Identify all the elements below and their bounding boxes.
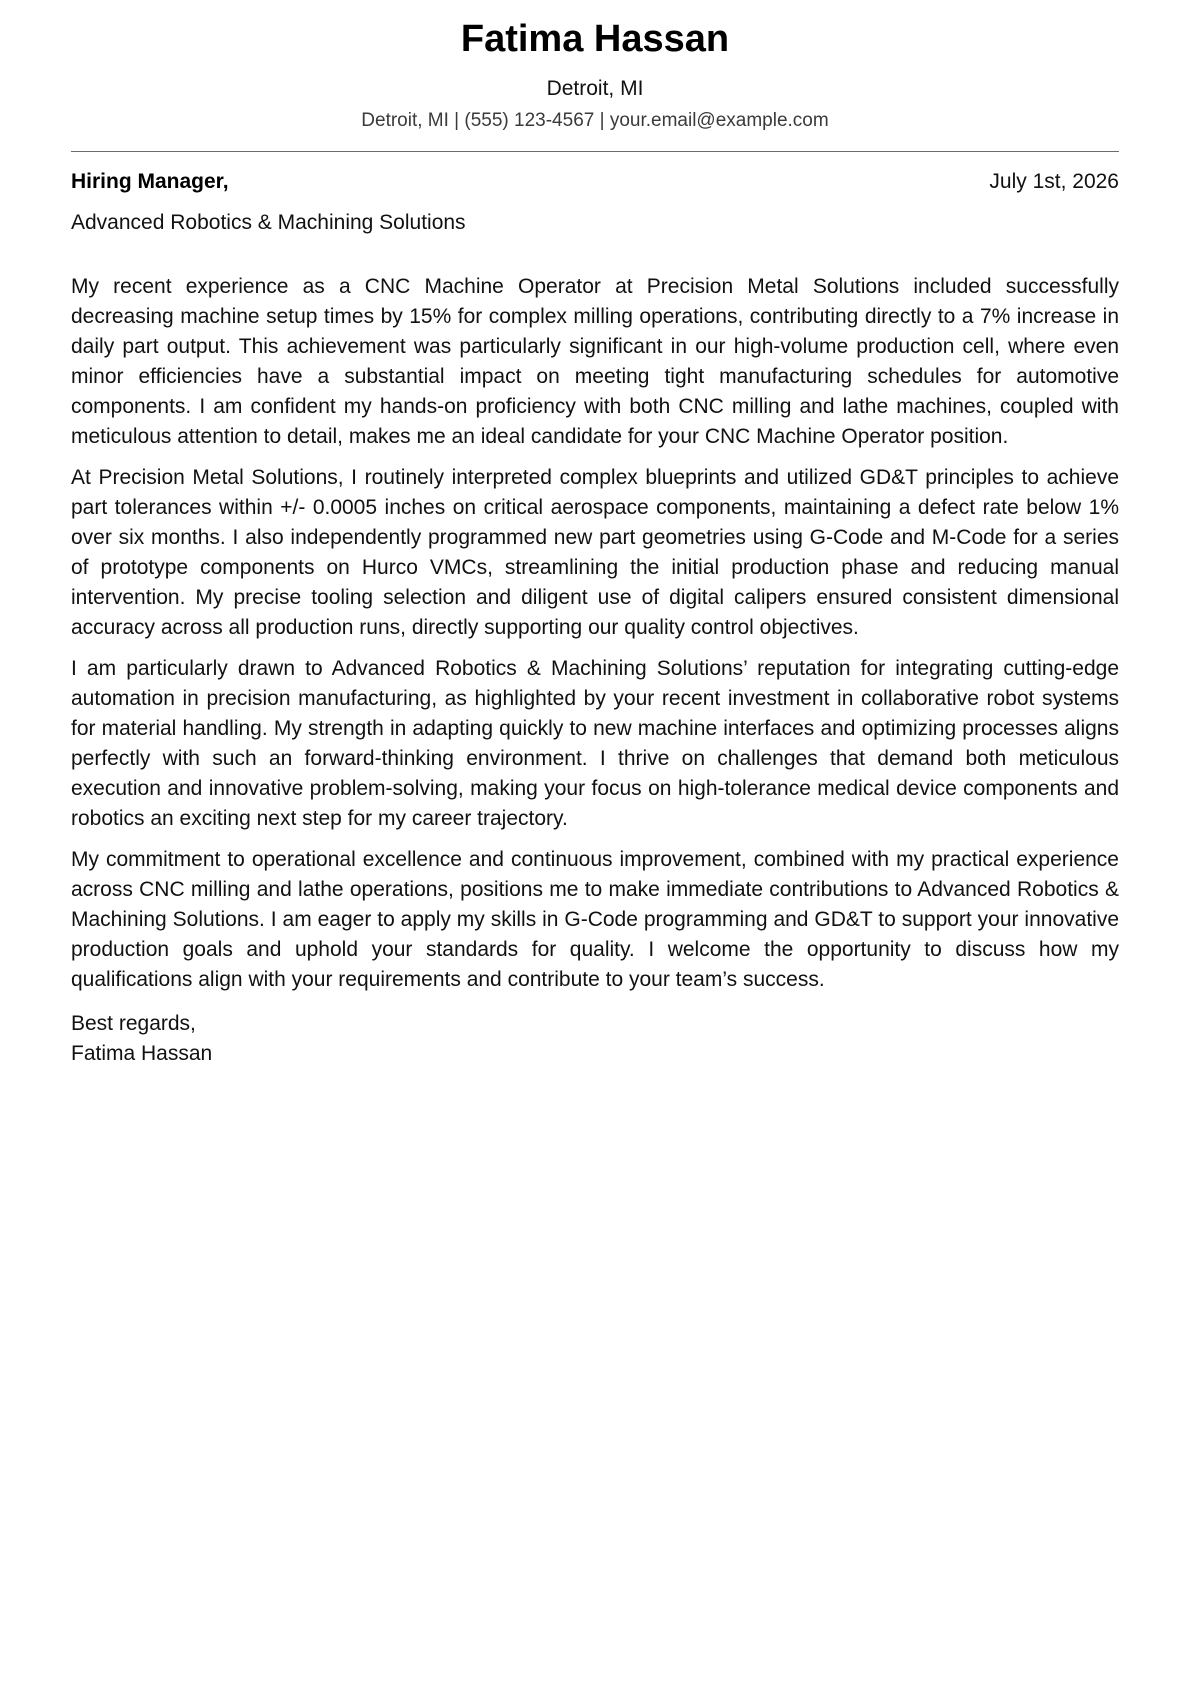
letter-header [71, 0, 1119, 133]
company-name: Advanced Robotics & Machining Solutions [71, 211, 466, 234]
body-paragraph: My commitment to operational excellence and continuous improvement, combined with my practical experience across CNC milling and lathe operations, positions me to make immediate contributions to Advanced Robotics & Machining Solutions. I am eager to apply my skills in G-Code programming and GD&T to support your innovative production goals and uphold your standards for quality. I welcome the opportunity to discuss how my qualifications align with your requirements and contribute to your team’s success. [71, 848, 1119, 991]
body-paragraph: I am particularly drawn to Advanced Robotics & Machining Solutions’ reputation for integrating cutting-edge automation in precision manufacturing, as highlighted by your recent investment in collaborative robot systems for material handling. My strength in adapting quickly to new machine interfaces and optimizing processes aligns perfectly with such an forward-thinking environment. I thrive on challenges that demand both meticulous execution and innovative problem-solving, making your focus on high-tolerance medical device components and robotics an exciting next step for my career trajectory. [71, 657, 1119, 830]
letter-date: July 1st, 2026 [989, 170, 1119, 193]
contact-line: Detroit, MI | (555) 123-4567 | your.email@example.com [361, 110, 829, 131]
closing-phrase: Best regards, [71, 1012, 196, 1035]
letter-body [71, 272, 1119, 995]
signature-name: Fatima Hassan [71, 1042, 213, 1065]
body-paragraph: My recent experience as a CNC Machine Operator at Precision Metal Solutions included successfully decreasing machine setup times by 15% for complex milling operations, contributing directly to a 7% increase in daily part output. This achievement was particularly significant in our high-volume production cell, where even minor efficiencies have a substantial impact on meeting tight manufacturing schedules for automotive components. I am confident my hands-on proficiency with both CNC milling and lathe machines, coupled with meticulous attention to detail, makes me an ideal candidate for your CNC Machine Operator position. [71, 275, 1119, 448]
recipient-date-row [71, 168, 1119, 196]
body-paragraph: At Precision Metal Solutions, I routinely interpreted complex blueprints and utilized GD&T principles to achieve part tolerances within +/- 0.0005 inches on critical aerospace components, maintaining a defect rate below 1% over six months. I also independently programmed new part geometries using G-Code and M-Code for a series of prototype components on Hurco VMCs, streamlining the initial production phase and reducing manual intervention. My precise tooling selection and diligent use of digital calipers ensured consistent dimensional accuracy across all production runs, directly supporting our quality control objectives. [71, 466, 1119, 639]
recipient-salutation: Hiring Manager, [71, 170, 229, 193]
letter-closing [71, 1009, 1119, 1069]
header-divider [71, 151, 1119, 152]
applicant-name: Fatima Hassan [460, 18, 730, 60]
applicant-location: Detroit, MI [546, 77, 644, 100]
